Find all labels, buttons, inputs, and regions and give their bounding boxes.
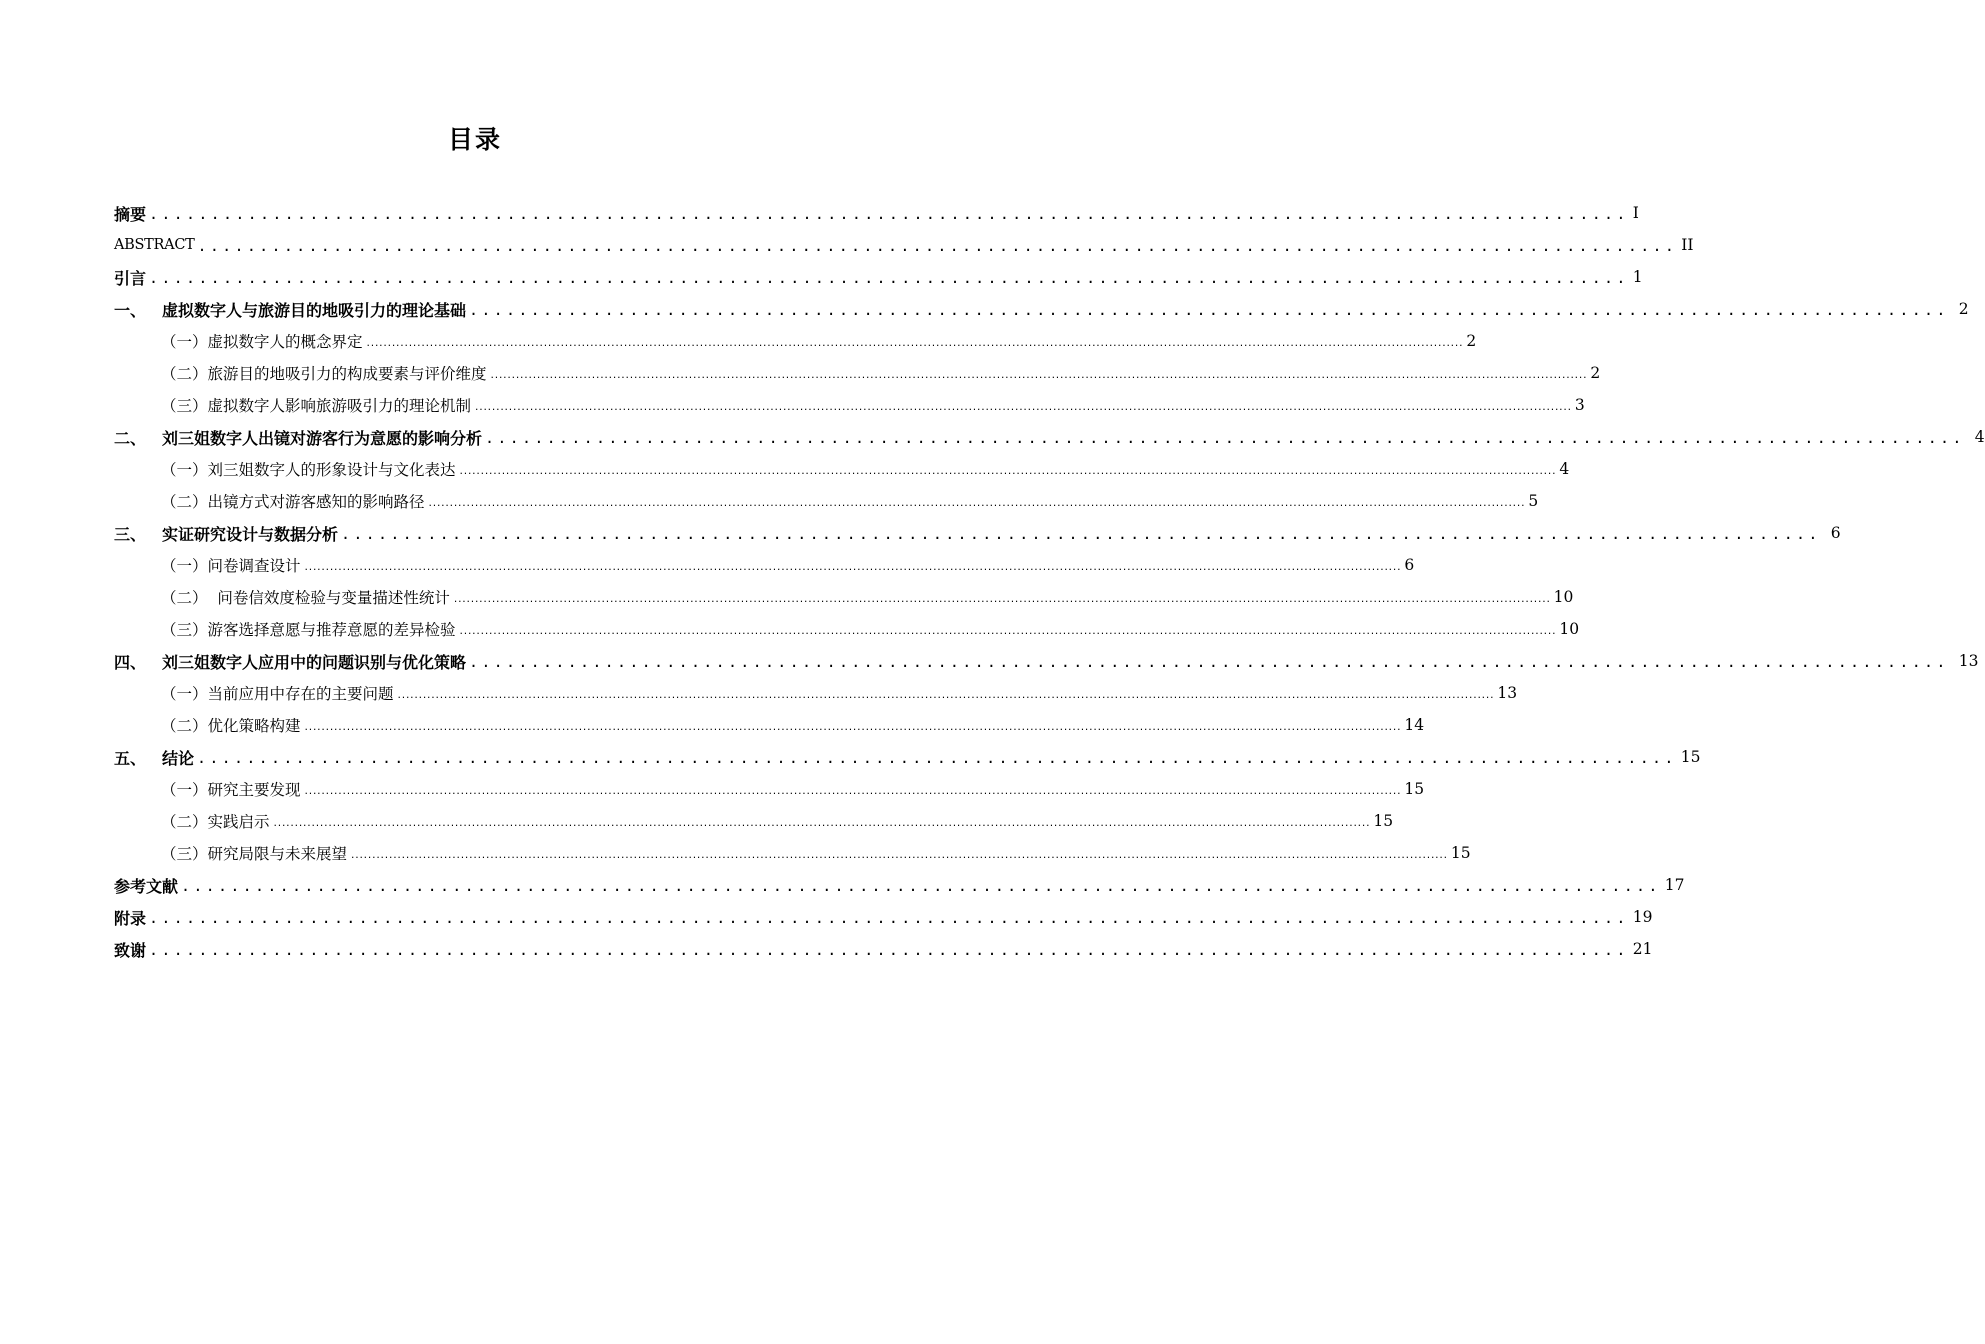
toc-entry-page: 13 [1958, 652, 1979, 670]
dot-leader: .................................................................................................................................................................................................................................................................... [396, 691, 1494, 701]
toc-entry[interactable] [114, 421, 1985, 453]
toc-entry-label: （二）旅游目的地吸引力的构成要素与评价维度 [161, 365, 487, 383]
dot-leader: ........................................................................................................................ [149, 205, 1629, 223]
dot-leader: .................................................................................................................................................................................................................................................................... [489, 371, 1587, 381]
toc-entry-page: 15 [1373, 812, 1394, 830]
toc-entry-page: 15 [1450, 844, 1471, 862]
dot-leader: .................................................................................................................................................................................................................................................................... [458, 627, 1556, 637]
toc-entry-page: 1 [1632, 268, 1643, 286]
toc-entry[interactable] [114, 613, 1580, 645]
toc-entry-page: I [1632, 204, 1639, 222]
dot-leader: .................................................................................................................................................................................................................................................................... [272, 819, 1370, 829]
toc-entry[interactable] [114, 869, 1685, 901]
toc-entry-page: 3 [1574, 396, 1585, 414]
toc-entry-page: 2 [1590, 364, 1601, 382]
toc-entry[interactable] [114, 261, 1643, 293]
toc-entry-label: 摘要 [114, 204, 147, 224]
toc-entry-label: 引言 [114, 268, 147, 288]
toc-entry-page: 17 [1664, 876, 1685, 894]
toc-entry-label: 结论 [162, 748, 195, 768]
toc-entry-number: 一、 [114, 300, 147, 320]
toc-entry-label: （三）游客选择意愿与推荐意愿的差异检验 [161, 621, 456, 639]
toc-entry[interactable] [114, 197, 1639, 229]
toc-entry[interactable] [114, 645, 1979, 677]
dot-leader: .................................................................................................................................................................................................................................................................... [452, 595, 1550, 605]
toc-entry[interactable] [114, 357, 1601, 389]
toc-entry[interactable] [114, 485, 1539, 517]
dot-leader: ........................................................................................................................ [469, 653, 1949, 671]
dot-leader: ........................................................................................................................ [197, 749, 1677, 767]
dot-leader: .................................................................................................................................................................................................................................................................... [350, 851, 1447, 861]
toc-entry-page: 4 [1974, 428, 1985, 446]
toc-entry[interactable] [114, 709, 1425, 741]
toc-entry[interactable] [114, 581, 1574, 613]
dot-leader: ........................................................................................................................ [149, 909, 1629, 927]
toc-entry-label: （一）研究主要发现 [161, 781, 301, 799]
toc-entry-label: （一）当前应用中存在的主要问题 [161, 685, 394, 703]
dot-leader: .................................................................................................................................................................................................................................................................... [365, 339, 1463, 349]
toc-entry[interactable] [114, 933, 1653, 965]
toc-entry[interactable] [114, 773, 1425, 805]
toc-entry-page: 19 [1632, 908, 1653, 926]
toc-entry-label: （一）问卷调查设计 [161, 557, 301, 575]
toc-entry-page: 6 [1404, 556, 1415, 574]
toc-entry-number: 四、 [114, 652, 147, 672]
dot-leader: ........................................................................................................................ [469, 301, 1949, 319]
dot-leader: .................................................................................................................................................................................................................................................................... [458, 467, 1556, 477]
toc-entry-page: 6 [1830, 524, 1841, 542]
toc-entry-label: （三）虚拟数字人影响旅游吸引力的理论机制 [161, 397, 472, 415]
toc-entry-label: 致谢 [114, 940, 147, 960]
toc-entry-label: 刘三姐数字人出镜对游客行为意愿的影响分析 [162, 428, 483, 448]
toc-entry[interactable] [114, 837, 1471, 869]
toc-entry-page: 21 [1632, 940, 1653, 958]
toc-entry[interactable] [114, 741, 1701, 773]
toc-entry-page: 2 [1466, 332, 1477, 350]
toc-entry-page: 14 [1404, 716, 1425, 734]
dot-leader: ........................................................................................................................ [485, 429, 1965, 447]
toc-entry-label: 实证研究设计与数据分析 [162, 524, 339, 544]
table-of-contents [114, 197, 1985, 965]
toc-entry-number: 五、 [114, 748, 147, 768]
toc-entry-label: 参考文献 [114, 876, 179, 896]
dot-leader: ........................................................................................................................ [341, 525, 1821, 543]
toc-entry-number: 三、 [114, 524, 147, 544]
toc-entry-page: II [1681, 236, 1694, 254]
dot-leader: ........................................................................................................................ [181, 877, 1661, 895]
toc-entry-label: 附录 [114, 908, 147, 928]
toc-entry-label: （三）研究局限与未来展望 [161, 845, 348, 863]
toc-entry[interactable] [114, 389, 1585, 421]
toc-entry[interactable] [114, 549, 1415, 581]
toc-entry-label: 虚拟数字人与旅游目的地吸引力的理论基础 [162, 300, 467, 320]
dot-leader: .................................................................................................................................................................................................................................................................... [303, 723, 1401, 733]
toc-entry-label: （一）虚拟数字人的概念界定 [161, 333, 363, 351]
toc-entry-page: 4 [1559, 460, 1570, 478]
toc-entry-label: （二）实践启示 [161, 813, 270, 831]
toc-entry-label: （一）刘三姐数字人的形象设计与文化表达 [161, 461, 456, 479]
toc-entry-page: 5 [1528, 492, 1539, 510]
toc-entry[interactable] [114, 677, 1518, 709]
toc-entry[interactable] [114, 293, 1969, 325]
dot-leader: .................................................................................................................................................................................................................................................................... [303, 787, 1401, 797]
toc-title: 目录 [447, 125, 502, 154]
toc-entry-label: ABSTRACT [114, 237, 195, 253]
dot-leader: .................................................................................................................................................................................................................................................................... [474, 403, 1571, 413]
dot-leader: .................................................................................................................................................................................................................................................................... [427, 499, 1525, 509]
toc-entry-label: 刘三姐数字人应用中的问题识别与优化策略 [162, 652, 467, 672]
toc-entry-label: （二）优化策略构建 [161, 717, 301, 735]
toc-entry[interactable] [114, 325, 1477, 357]
dot-leader: .................................................................................................................................................................................................................................................................... [303, 563, 1401, 573]
dot-leader: ........................................................................................................................ [149, 269, 1629, 287]
toc-entry-page: 13 [1497, 684, 1518, 702]
toc-entry-page: 15 [1404, 780, 1425, 798]
toc-entry[interactable] [114, 229, 1694, 261]
toc-entry-label: （二）出镜方式对游客感知的影响路径 [161, 493, 425, 511]
toc-entry[interactable] [114, 517, 1841, 549]
toc-entry-label: （二） 问卷信效度检验与变量描述性统计 [161, 589, 450, 607]
toc-entry-page: 10 [1553, 588, 1574, 606]
toc-entry-number: 二、 [114, 428, 147, 448]
toc-entry[interactable] [114, 805, 1394, 837]
dot-leader: ........................................................................................................................ [149, 941, 1629, 959]
toc-entry[interactable] [114, 901, 1653, 933]
toc-entry[interactable] [114, 453, 1570, 485]
dot-leader: ........................................................................................................................ [197, 237, 1678, 255]
toc-entry-page: 15 [1680, 748, 1701, 766]
toc-entry-page: 10 [1559, 620, 1580, 638]
toc-entry-page: 2 [1958, 300, 1969, 318]
